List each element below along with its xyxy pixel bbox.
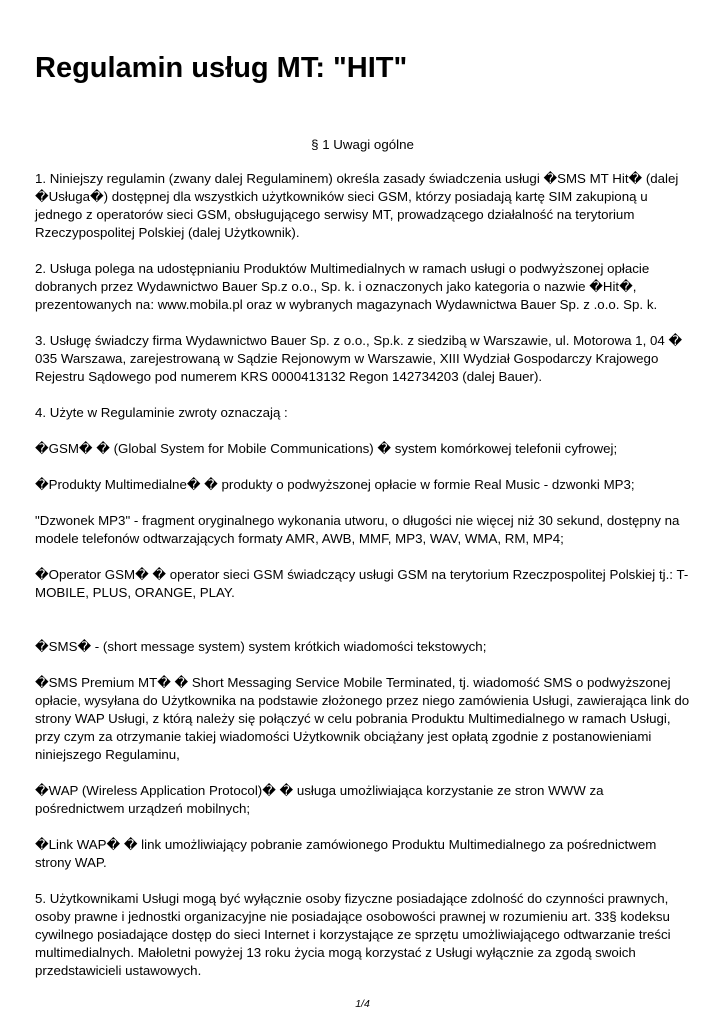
paragraph-4: 4. Użyte w Regulaminie zwroty oznaczają : [35, 405, 288, 420]
definition-gsm: �GSM� � (Global System for Mobile Communications) � system komórkowej telefonii cyfrowej; [35, 441, 618, 456]
section-title: § 1 Uwagi ogólne [311, 137, 414, 152]
paragraph-2: 2. Usługa polega na udostępnianiu Produktów Multimedialnych w ramach usługi o podwyższonej opłacie dobranych przez Wydawnictwo Bauer Sp.z o.o., Sp. k. i oznaczonych jako kategoria o nazwie �Hit�, prezentowanych na: www.mobila.pl oraz w wybranych magazynach Wydawnictwa Bauer Sp. z .o.o. Sp. k. [35, 261, 658, 312]
page-number: 1/4 [355, 998, 370, 1010]
definition-wap: �WAP (Wireless Application Protocol)� � usługa umożliwiająca korzystanie ze stron WWW za pośrednictwem urządzeń mobilnych; [35, 783, 604, 816]
paragraph-1: 1. Niniejszy regulamin (zwany dalej Regulaminem) określa zasady świadczenia usługi �SMS MT Hit� (dalej �Usługa�) dostępnej dla wszystkich użytkowników sieci GSM, którzy posiadają kartę SIM zakupioną u jednego z operatorów sieci GSM, obsługującego serwisy MT, prowadzącego działalność na terytorium Rzeczypospolitej Polskiej (dalej Użytkownik). [35, 171, 679, 240]
definition-dzwonek: "Dzwonek MP3" - fragment oryginalnego wykonania utworu, o długości nie więcej niż 30 sekund, dostępny na modele telefonów odtwarzających formaty AMR, AWB, MMF, MP3, WAV, WMA, RM, MP4; [35, 513, 680, 546]
document-title: Regulamin usług MT: "HIT" [35, 52, 408, 84]
paragraph-5: 5. Użytkownikami Usługi mogą być wyłącznie osoby fizyczne posiadające zdolność do czynności prawnych, osoby prawne i jednostki organizacyjne nie posiadające osobowości prawnej w rozumieniu art. 33§ kodeksu cywilnego posiadające dostęp do sieci Internet i korzystające ze sprzętu umożliwiającego odtwarzanie treści multimedialnych. Małoletni powyżej 13 roku życia mogą korzystać z Usługi wyłącznie za zgodą swoich przedstawicieli ustawowych. [35, 891, 671, 978]
definition-link-wap: �Link WAP� � link umożliwiający pobranie zamówionego Produktu Multimedialnego za pośrednictwem strony WAP. [35, 837, 657, 870]
definition-sms-premium: �SMS Premium MT� � Short Messaging Service Mobile Terminated, tj. wiadomość SMS o podwyższonej opłacie, wysyłana do Użytkownika na podstawie złożonego przez niego zamówienia Usługi, zawierająca link do strony WAP Usługi, z którą należy się połączyć w celu pobrania Produktu Multimedialnego w ramach Usługi, przy czym za otrzymanie takiej wiadomości Użytkownik obciążany jest opłatą zgodnie z postanowieniami niniejszego Regulaminu, [35, 675, 690, 762]
definition-produkty: �Produkty Multimedialne� � produkty o podwyższonej opłacie w formie Real Music - dzwonki MP3; [35, 477, 635, 492]
definition-sms: �SMS� - (short message system) system krótkich wiadomości tekstowych; [35, 639, 487, 654]
definition-operator: �Operator GSM� � operator sieci GSM świadczący usługi GSM na terytorium Rzeczpospolitej Polskiej tj.: T-MOBILE, PLUS, ORANGE, PLAY. [35, 567, 689, 600]
paragraph-3: 3. Usługę świadczy firma Wydawnictwo Bauer Sp. z o.o., Sp.k. z siedzibą w Warszawie, ul. Motorowa 1, 04 � 035 Warszawa, zarejestrowaną w Sądzie Rejonowym w Warszawie, XIII Wydział Gospodarczy Krajowego Rejestru Sądowego pod numerem KRS 0000413132 Regon 142734203 (dalej Bauer). [35, 333, 683, 384]
document-body [35, 170, 695, 998]
